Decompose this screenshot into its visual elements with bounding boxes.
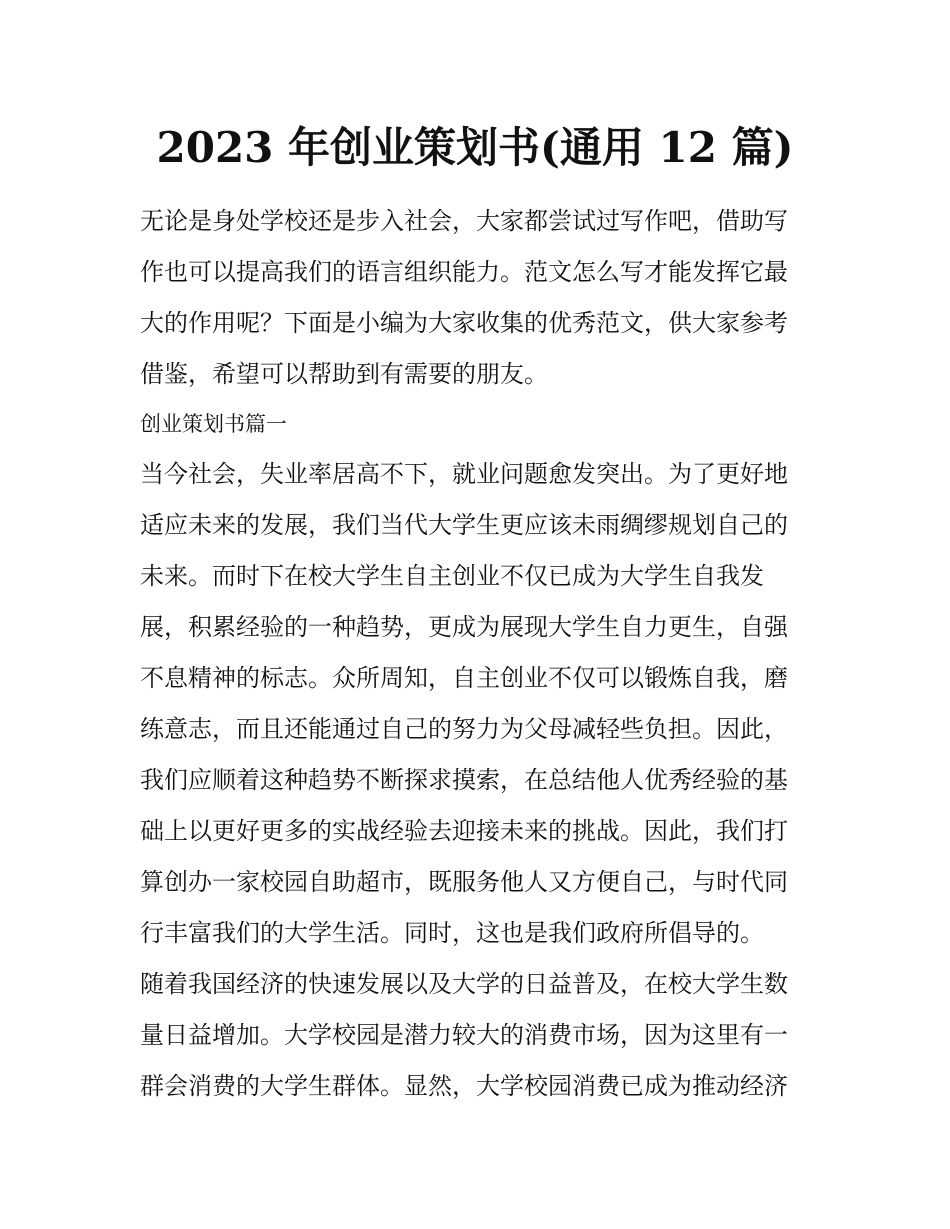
paragraph-line: 算创办一家校园自助超市，既服务他人又方便自己，与时代同	[140, 868, 788, 896]
paragraph-line: 未来。而时下在校大学生自主创业不仅已成为大学生自我发	[140, 562, 764, 590]
paragraph-line: 我们应顺着这种趋势不断探求摸索，在总结他人优秀经验的基	[140, 766, 788, 794]
paragraph-line: 础上以更好更多的实战经验去迎接未来的挑战。因此，我们打	[140, 817, 788, 845]
paragraph-line: 群会消费的大学生群体。显然，大学校园消费已成为推动经济	[140, 1072, 788, 1100]
paragraph-line: 当今社会，失业率居高不下，就业问题愈发突出。为了更好地	[140, 460, 788, 488]
document-body	[140, 196, 812, 1112]
paragraph-line: 量日益增加。大学校园是潜力较大的消费市场，因为这里有一	[140, 1021, 788, 1049]
paragraph-line: 无论是身处学校还是步入社会，大家都尝试过写作吧，借助写	[140, 207, 788, 235]
document-title: 2023 年创业策划书(通用 12 篇)	[156, 123, 794, 172]
paragraph-line: 不息精神的标志。众所周知，自主创业不仅可以锻炼自我，磨	[140, 664, 788, 692]
paragraph-line: 适应未来的发展，我们当代大学生更应该未雨绸缪规划自己的	[140, 511, 788, 539]
paragraph-line: 行丰富我们的大学生活。同时，这也是我们政府所倡导的。	[140, 919, 764, 947]
paragraph-line: 展，积累经验的一种趋势，更成为展现大学生自力更生，自强	[140, 613, 788, 641]
paragraph-line: 借鉴，希望可以帮助到有需要的朋友。	[140, 360, 548, 388]
paragraph-line: 大的作用呢？下面是小编为大家收集的优秀范文，供大家参考	[140, 309, 788, 337]
paragraph-line: 作也可以提高我们的语言组织能力。范文怎么写才能发挥它最	[140, 258, 788, 286]
section-heading: 创业策划书篇一	[140, 412, 287, 436]
paragraph-line: 随着我国经济的快速发展以及大学的日益普及，在校大学生数	[140, 970, 788, 998]
paragraph-line: 练意志，而且还能通过自己的努力为父母减轻些负担。因此，	[140, 715, 788, 743]
